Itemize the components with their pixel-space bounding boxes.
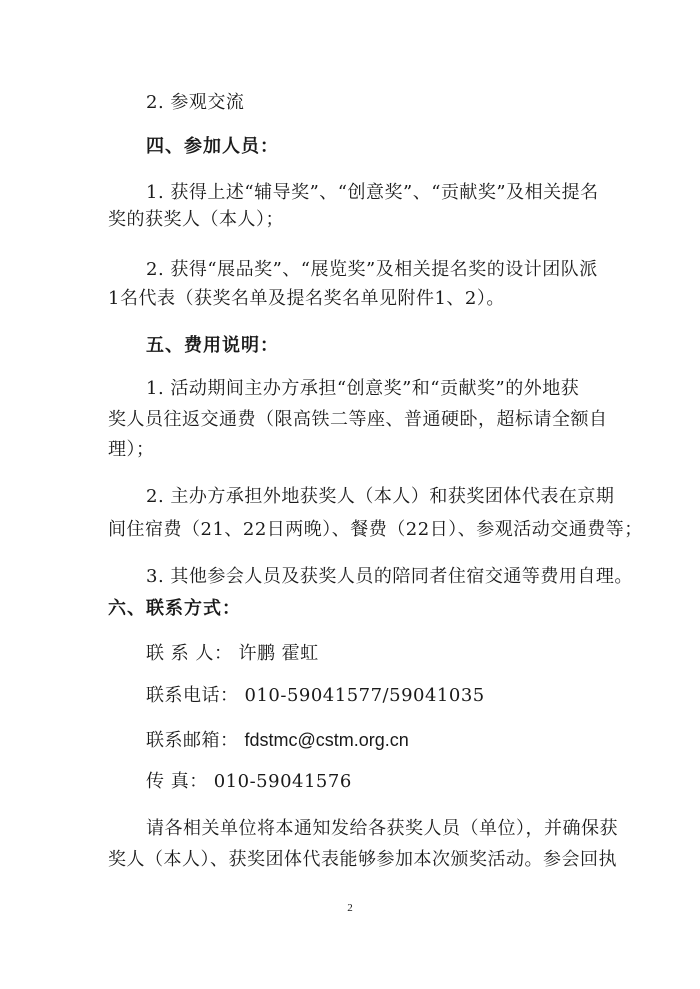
expenses-paragraph-3-line-1: 3. 其他参会人员及获奖人员的陪同者住宿交通等费用自理。 (146, 566, 633, 587)
contact-email-label: 联系邮箱： (146, 730, 239, 751)
contact-fax-value: 010-59041576 (213, 771, 352, 792)
contact-person-label: 联 系 人： (146, 643, 233, 664)
participants-paragraph-2-line-1: 2. 获得“展品奖”、“展览奖”及相关提名奖的设计团队派 (146, 259, 598, 280)
contact-phone-row (146, 684, 485, 708)
visit-exchange-item: 2. 参观交流 (146, 92, 245, 113)
contact-fax-row (146, 770, 352, 794)
page-number: 2 (347, 902, 353, 914)
expenses-paragraph-2-line-1: 2. 主办方承担外地获奖人（本人）和获奖团体代表在京期 (146, 486, 615, 507)
expenses-paragraph-1-line-1: 1. 活动期间主办方承担“创意奖”和“贡献奖”的外地获 (146, 378, 580, 399)
contact-person-value: 许鹏 霍虹 (238, 643, 319, 664)
participants-heading: 四、参加人员： (146, 136, 279, 157)
contact-email-row (146, 728, 409, 753)
participants-paragraph-1-line-2: 奖的获奖人（本人）； (108, 209, 284, 230)
closing-paragraph-line-2: 奖人（本人）、获奖团体代表能够参加本次颁奖活动。参会回执 (108, 849, 617, 870)
expenses-paragraph-1-line-3: 理）； (108, 439, 155, 460)
expenses-paragraph-1-line-2: 奖人员往返交通费（限高铁二等座、普通硬卧，超标请全额自 (108, 409, 608, 430)
expenses-paragraph-2-line-2: 间住宿费（21、22日两晚）、餐费（22日）、参观活动交通费等； (108, 519, 643, 540)
contact-phone-value: 010-59041577/59041035 (244, 685, 485, 706)
contact-phone-label: 联系电话： (146, 685, 239, 706)
expenses-heading: 五、费用说明： (146, 335, 279, 356)
closing-paragraph-line-1: 请各相关单位将本通知发给各获奖人员（单位），并确保获 (146, 818, 618, 839)
participants-paragraph-1-line-1: 1. 获得上述“辅导奖”、“创意奖”、“贡献奖”及相关提名 (146, 182, 599, 203)
contact-email-link[interactable]: fdstmc@cstm.org.cn (244, 730, 409, 750)
contact-person-row (146, 642, 319, 666)
participants-paragraph-2-line-2: 1名代表（获奖名单及提名奖名单见附件1、2）。 (108, 288, 505, 309)
contact-heading: 六、联系方式： (108, 598, 241, 619)
contact-fax-label: 传 真： (146, 771, 208, 792)
